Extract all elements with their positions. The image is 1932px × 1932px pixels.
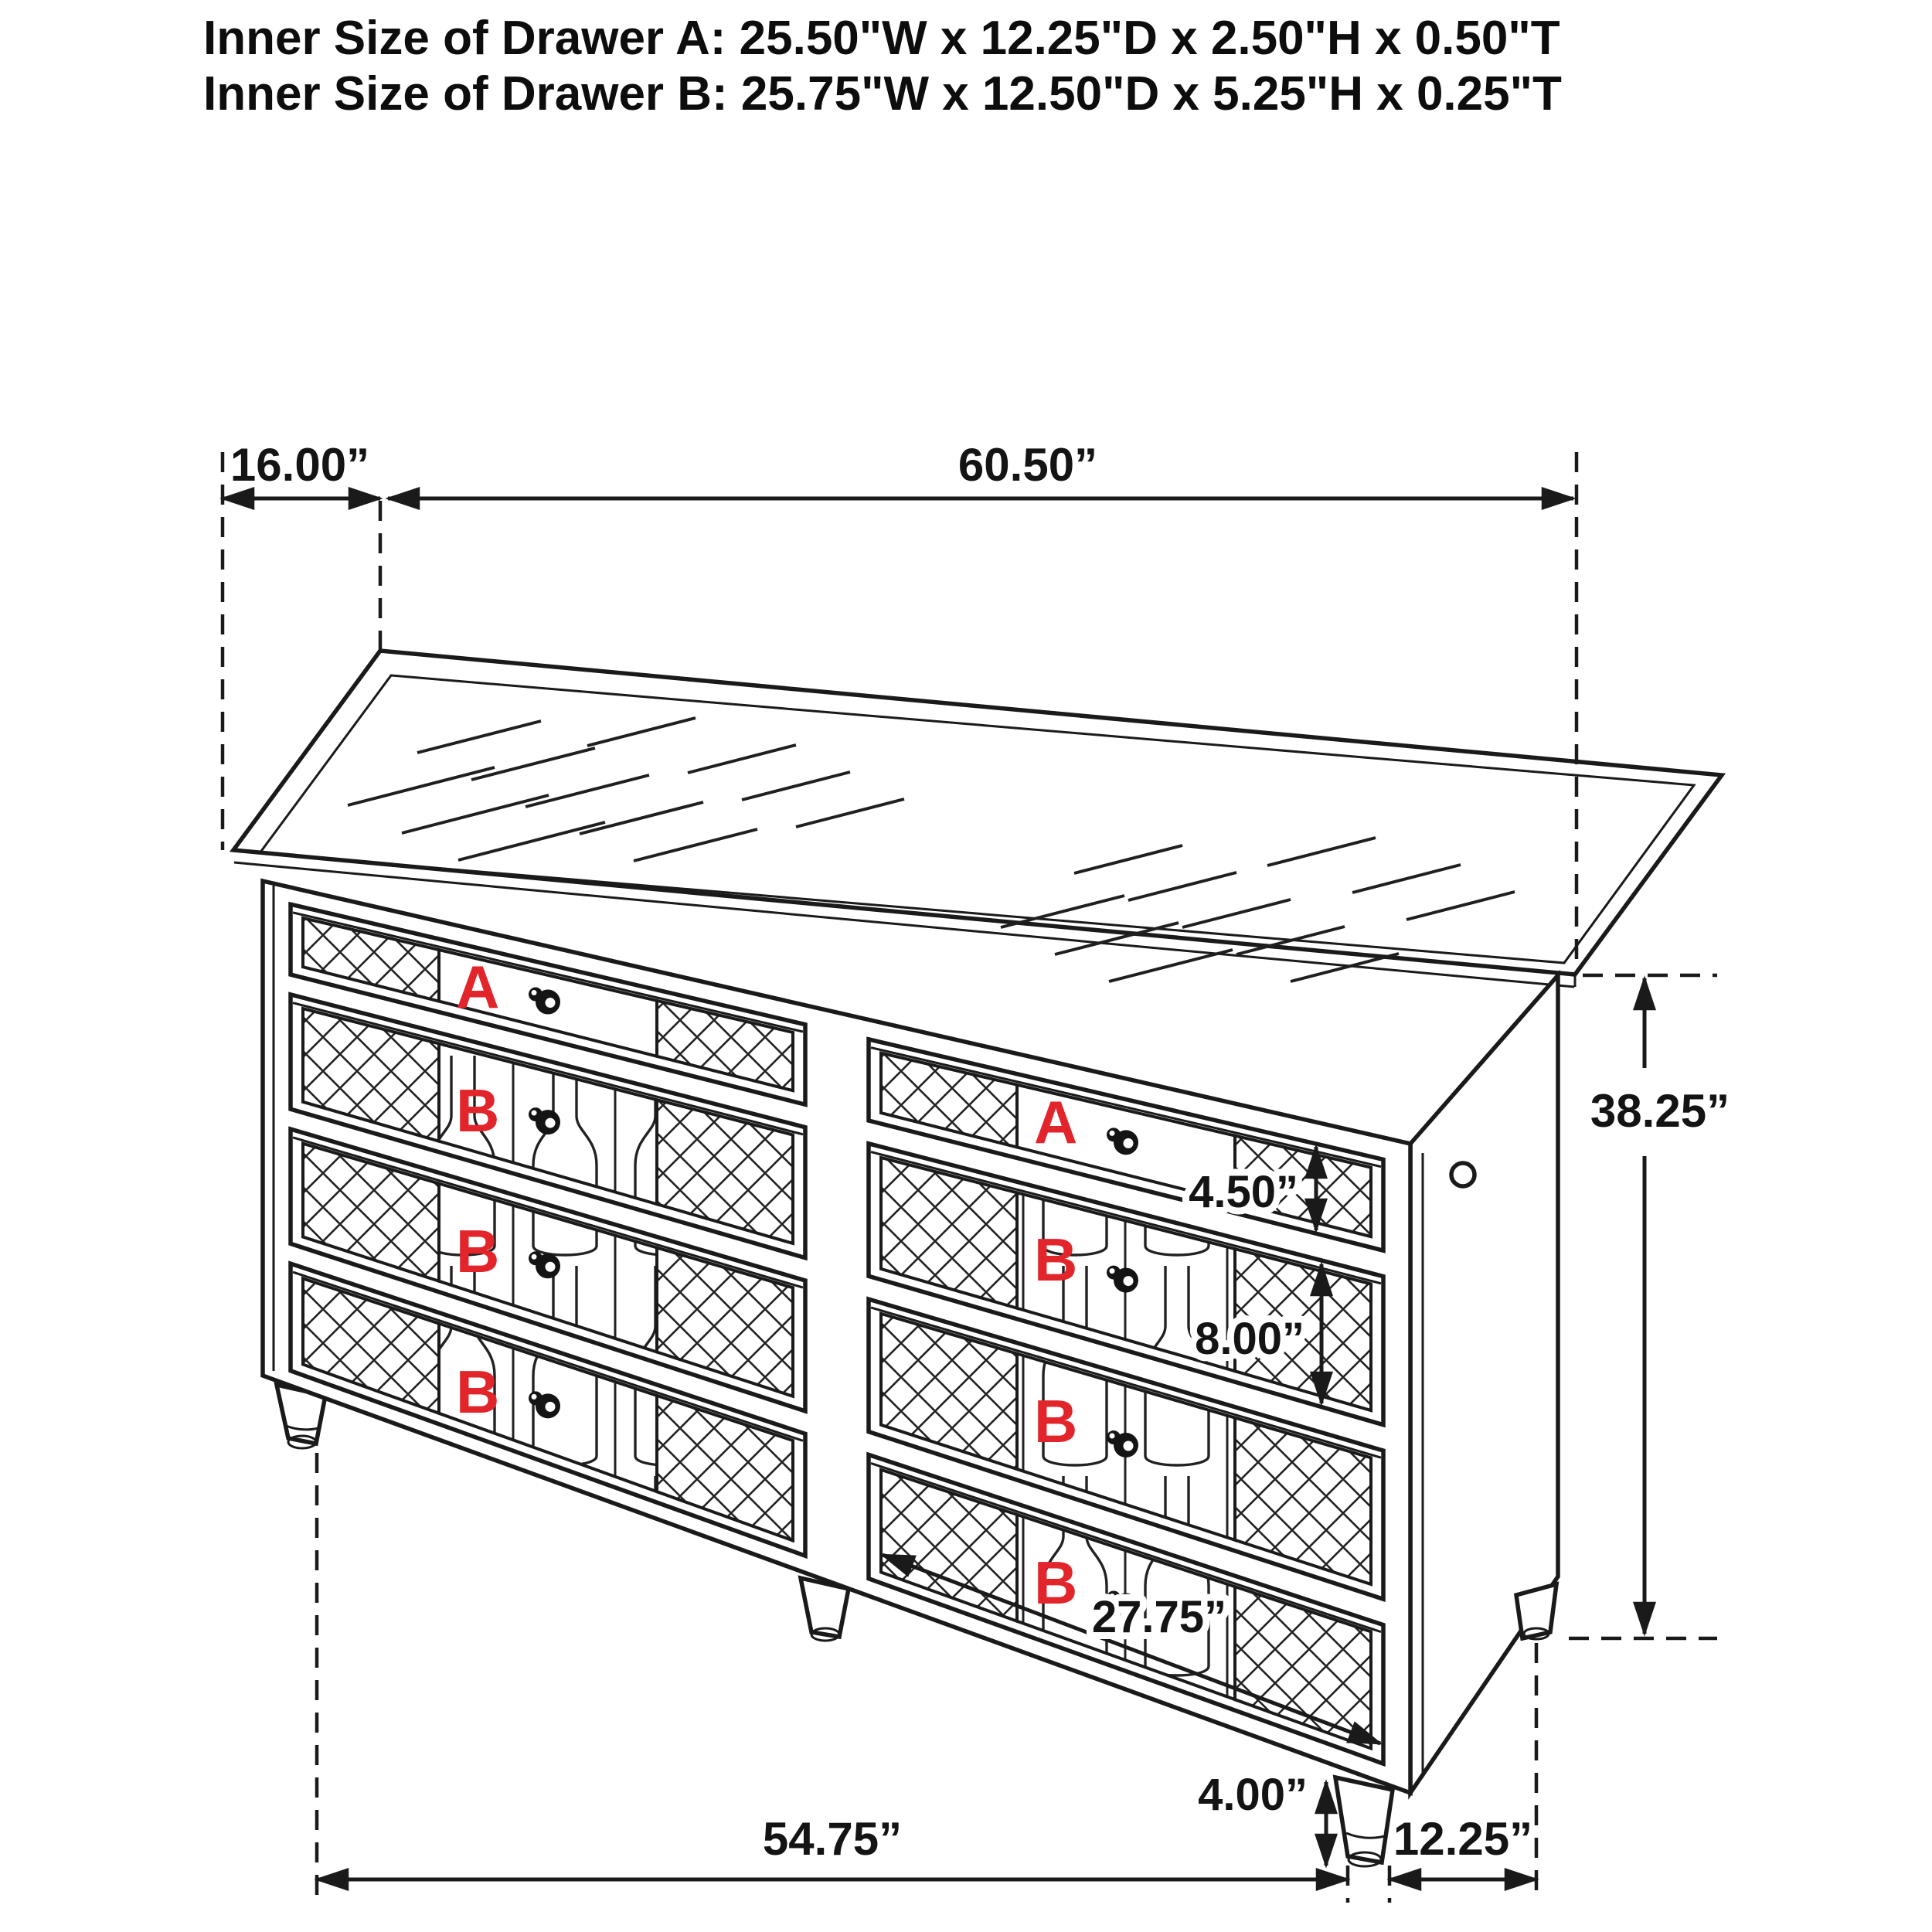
dim-label-base-width: 54.75” [762,1813,903,1865]
dim-label-drawer-width: 27.75” [1091,1592,1227,1642]
inner-size-drawer-a: Inner Size of Drawer A: 25.50"W x 12.25"D x 2.50"H x 0.50"T [203,12,1560,65]
drawer-letter: B [456,1216,500,1285]
drawer-letter: B [1034,1549,1078,1617]
leg-front-right [1335,1777,1393,1866]
dim-label-drawer-b-height: 8.00” [1195,1314,1304,1364]
dim-label-top-width: 60.50” [957,439,1098,491]
dim-label-total-height: 38.25” [1590,1085,1730,1137]
drawer-letter: A [1034,1087,1078,1156]
dimension-base-depth [1389,1813,1536,1879]
dim-label-base-depth: 12.25” [1393,1813,1533,1865]
dresser-side-panel [1410,975,1558,1793]
dimension-top-depth [223,439,380,498]
side-panel-face [1410,975,1558,1793]
side-panel-hole [1451,1163,1475,1186]
inner-size-drawer-b: Inner Size of Drawer B: 25.75"W x 12.50"D x 5.25"H x 0.25"T [203,66,1562,121]
dimension-base-width [317,1813,1348,1879]
dim-label-leg-height: 4.00” [1198,1770,1308,1820]
drawer-letter: B [456,1077,500,1145]
dimension-top-width [388,439,1573,498]
dimension-leg-height [1198,1770,1326,1866]
dim-label-top-depth: 16.00” [230,439,370,491]
dimension-total-height [1590,978,1730,1634]
drawer-letter: B [456,1357,500,1426]
drawer-letter: B [1034,1225,1078,1294]
drawer-letter: B [1034,1387,1078,1456]
dim-label-drawer-a-height: 4.50” [1189,1167,1298,1217]
leg-back-right [1516,1584,1556,1639]
drawer-letter: A [456,953,500,1022]
